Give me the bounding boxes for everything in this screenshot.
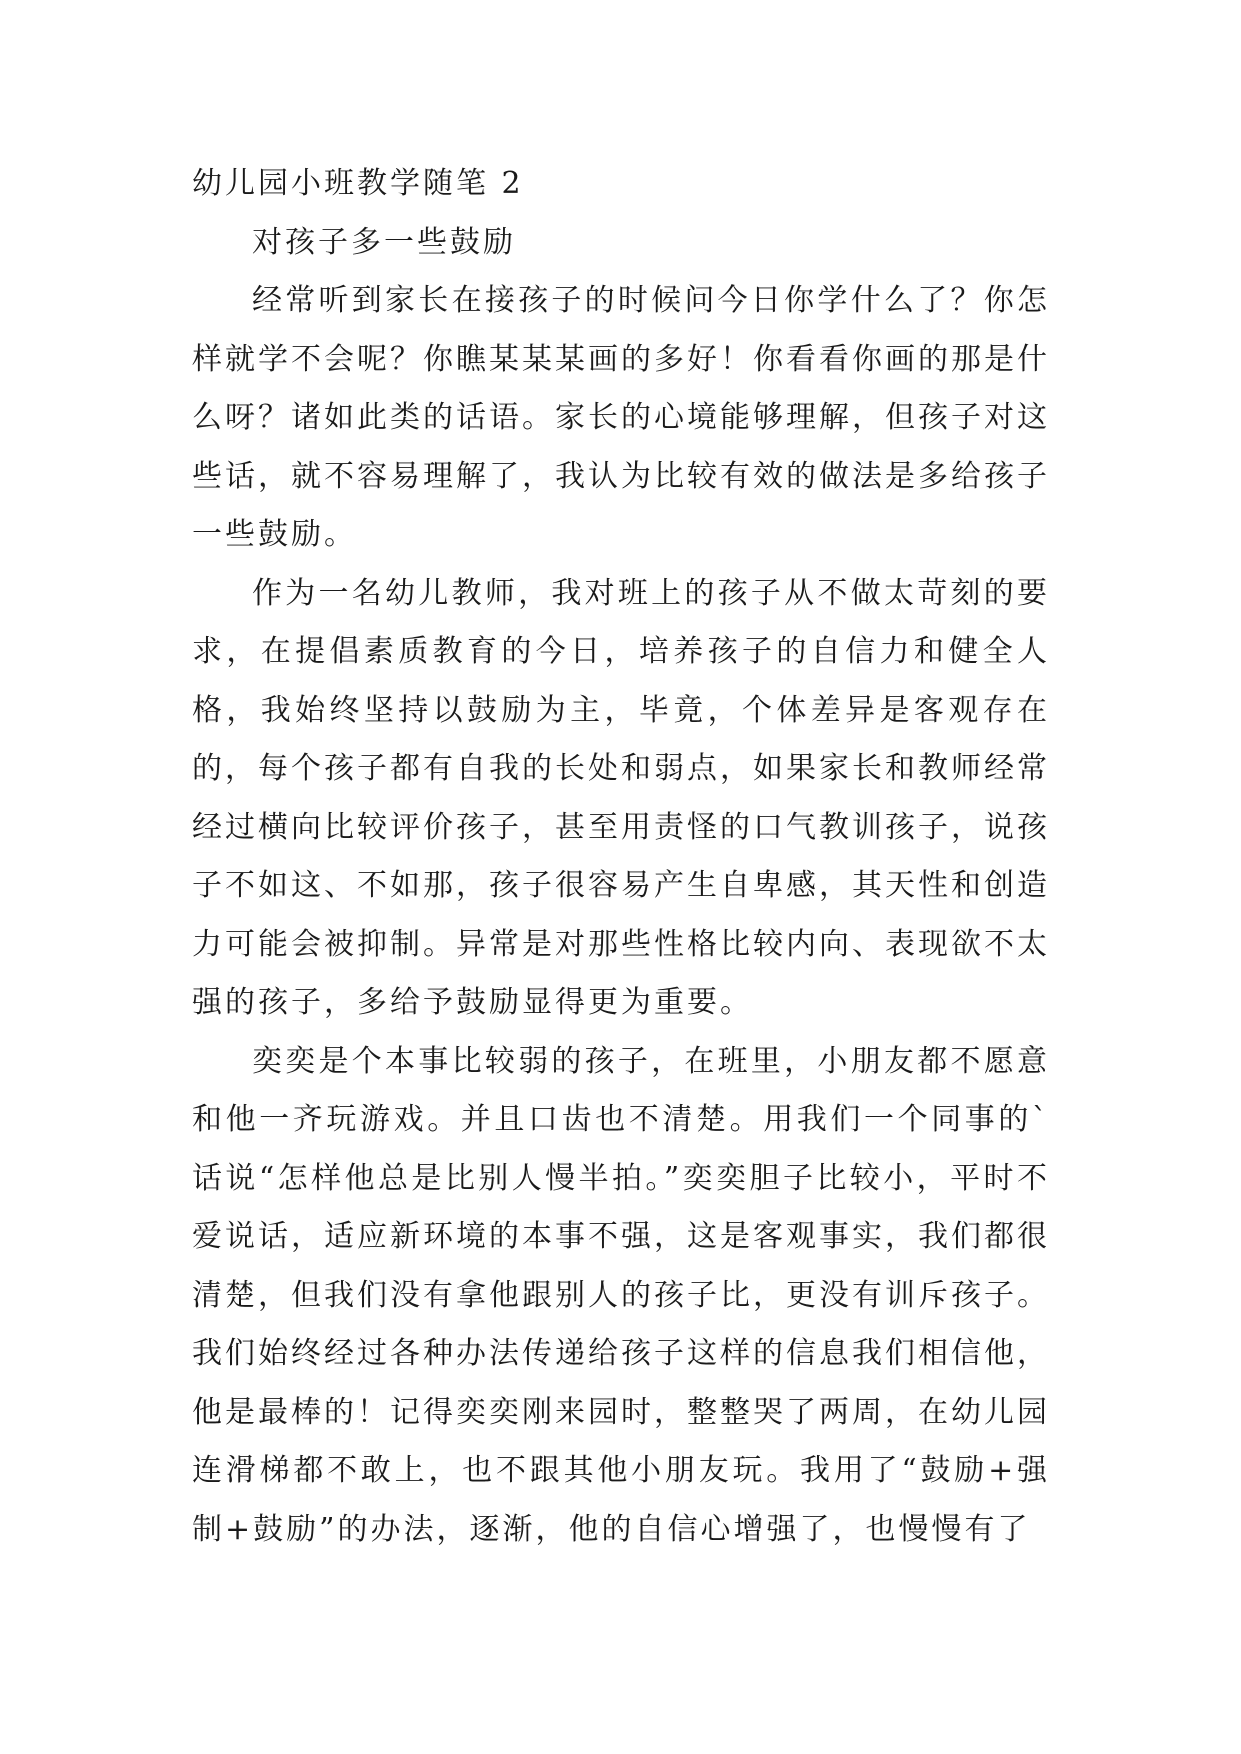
document-body — [192, 155, 1050, 1559]
document-title: 幼儿园小班教学随笔 2 — [192, 166, 524, 201]
document-subtitle: 对孩子多一些鼓励 — [252, 224, 516, 260]
paragraph-3: 奕奕是个本事比较弱的孩子，在班里，小朋友都不愿意和他一齐玩游戏。并且口齿也不清楚。用我们一个同事的`话说“怎样他总是比别人慢半拍。”奕奕胆子比较小，平时不爱说话，适应新环境的本事不强，这是客观事实，我们都很清楚，但我们没有拿他跟别人的孩子比，更没有训斥孩子。我们始终经过各种办法传递给孩子这样的信息我们相信他，他是最棒的！记得奕奕刚来园时，整整哭了两周，在幼儿园连滑梯都不敢上，也不跟其他小朋友玩。我用了“鼓励+强制+鼓励”的办法，逐渐，他的自信心增强了，也慢慢有了 — [192, 1043, 1050, 1547]
paragraph-2: 作为一名幼儿教师，我对班上的孩子从不做太苛刻的要求，在提倡素质教育的今日，培养孩子的自信力和健全人格，我始终坚持以鼓励为主，毕竟，个体差异是客观存在的，每个孩子都有自我的长处和弱点，如果家长和教师经常经过横向比较评价孩子，甚至用责怪的口气教训孩子，说孩子不如这、不如那，孩子很容易产生自卑感，其天性和创造力可能会被抑制。异常是对那些性格比较内向、表现欲不太强的孩子，多给予鼓励显得更为重要。 — [192, 575, 1050, 1020]
paragraph-1: 经常听到家长在接孩子的时候问今日你学什么了？你怎样就学不会呢？你瞧某某某画的多好！你看看你画的那是什么呀？诸如此类的话语。家长的心境能够理解，但孩子对这些话，就不容易理解了，我认为比较有效的做法是多给孩子一些鼓励。 — [192, 283, 1050, 552]
